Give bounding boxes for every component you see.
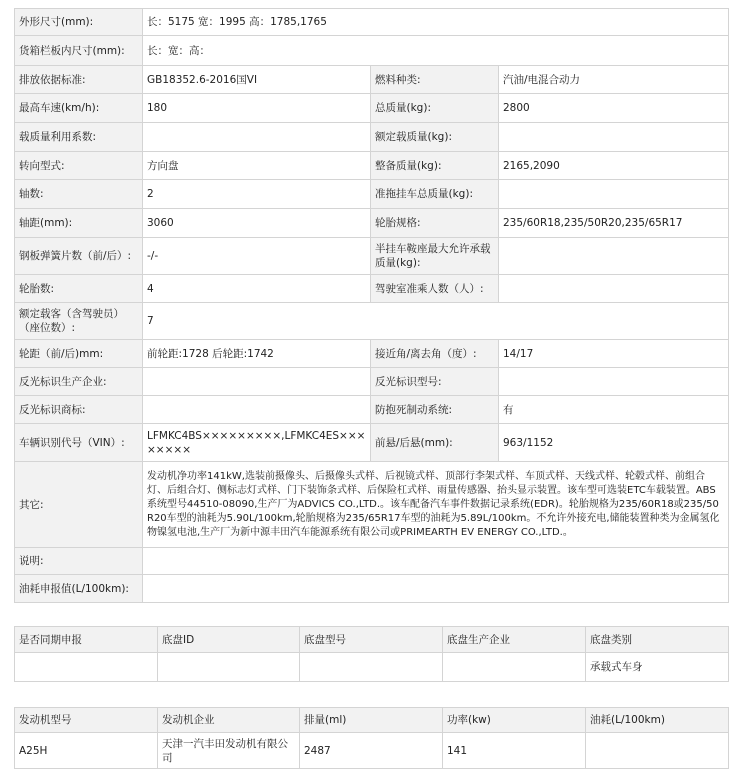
spec-row (15, 209, 729, 238)
reflect-model-value (499, 368, 729, 396)
table-cell: 承载式车身 (586, 653, 729, 682)
spec-row (15, 238, 729, 275)
trailer-label: 准拖挂车总质量(kg): (371, 180, 499, 209)
reflect-model-label: 反光标识型号: (371, 368, 499, 396)
dims-label: 外形尺寸(mm): (15, 9, 143, 36)
spec-row (15, 66, 729, 94)
steering-label: 转向型式: (15, 152, 143, 180)
saddle-label: 半挂车鞍座最大允许承载质量(kg): (371, 238, 499, 275)
gross-value: 2800 (499, 94, 729, 123)
column-header: 底盘类别 (586, 627, 729, 653)
other-label: 其它: (15, 462, 143, 548)
table-cell (300, 653, 443, 682)
cargo-value: 长：宽：高： (143, 36, 729, 66)
track-label: 轮距（前/后)mm: (15, 340, 143, 368)
reflect-brand-label: 反光标识商标: (15, 396, 143, 424)
axles-value: 2 (143, 180, 371, 209)
column-header: 功率(kw) (443, 708, 586, 733)
cab-label: 驾驶室准乘人数（人）: (371, 275, 499, 303)
trailer-value (499, 180, 729, 209)
table-cell (15, 653, 158, 682)
emission-label: 排放依据标准: (15, 66, 143, 94)
passengers-label: 额定载客（含驾驶员）（座位数）: (15, 303, 143, 340)
spec-row (15, 303, 729, 340)
table-cell (443, 653, 586, 682)
vehicle-spec-table (14, 8, 729, 603)
wheelbase-label: 轴距(mm): (15, 209, 143, 238)
column-header: 发动机企业 (158, 708, 300, 733)
spec-row (15, 396, 729, 424)
cargo-label: 货箱栏板内尺寸(mm): (15, 36, 143, 66)
load-util-label: 载质量利用系数: (15, 123, 143, 152)
track-value: 前轮距:1728 后轮距:1742 (143, 340, 371, 368)
column-header: 底盘生产企业 (443, 627, 586, 653)
spec-row (15, 275, 729, 303)
curb-value: 2165,2090 (499, 152, 729, 180)
abs-value: 有 (499, 396, 729, 424)
table-row (15, 653, 729, 682)
vin-label: 车辆识别代号（VIN）: (15, 424, 143, 462)
passengers-value: 7 (143, 303, 729, 340)
gross-label: 总质量(kg): (371, 94, 499, 123)
rated-load-label: 额定载质量(kg): (371, 123, 499, 152)
spec-row (15, 94, 729, 123)
column-header: 底盘ID (158, 627, 300, 653)
emission-value: GB18352.6-2016国VI (143, 66, 371, 94)
column-header: 发动机型号 (15, 708, 158, 733)
wheelbase-value: 3060 (143, 209, 371, 238)
note-label: 说明: (15, 548, 143, 575)
table-cell: A25H (15, 733, 158, 769)
spec-row (15, 180, 729, 209)
table-cell (158, 653, 300, 682)
spec-row (15, 152, 729, 180)
saddle-value (499, 238, 729, 275)
spec-row (15, 36, 729, 66)
angle-label: 接近角/离去角（度）: (371, 340, 499, 368)
curb-label: 整备质量(kg): (371, 152, 499, 180)
tire-spec-value: 235/60R18,235/50R20,235/65R17 (499, 209, 729, 238)
column-header: 底盘型号 (300, 627, 443, 653)
table-header-row (15, 627, 729, 653)
reflect-mfr-label: 反光标识生产企业: (15, 368, 143, 396)
spec-row (15, 462, 729, 548)
speed-label: 最高车速(km/h): (15, 94, 143, 123)
tires-label: 轮胎数: (15, 275, 143, 303)
table-header-row (15, 708, 729, 733)
fuel-cons-value (143, 575, 729, 603)
column-header: 排量(ml) (300, 708, 443, 733)
overhang-value: 963/1152 (499, 424, 729, 462)
spec-row (15, 548, 729, 575)
load-util-value (143, 123, 371, 152)
other-value: 发动机净功率141kW,选装前摄像头、后摄像头式样、后视镜式样、顶部行李架式样、车顶式样、天线式样、轮毂式样、前组合灯、后组合灯、侧标志灯式样、门下装饰条式样、后保险杠式样、雨量传感器、抬头显示装置。该车型可选装ETC车载装置。ABS系统型号44510-08090,生产厂为ADVICS CO.,LTD.。该车配备汽车事件数据记录系统(EDR)。轮胎规格为235/60R18或235/50R20车型的油耗为5.90L/100km,轮胎规格为235/65R17车型的油耗为5.89L/100km。不允许外接充电,储能装置种类为金属氢化物镍氢电池,生产厂为新中源丰田汽车能源系统有限公司或PRIMEARTH EV ENERGY CO.,LTD.。 (143, 462, 729, 548)
column-header: 是否同期申报 (15, 627, 158, 653)
chassis-table (14, 626, 729, 682)
axles-label: 轴数: (15, 180, 143, 209)
engine-table (14, 707, 729, 769)
fuel-cons-label: 油耗申报值(L/100km): (15, 575, 143, 603)
fuel-value: 汽油/电混合动力 (499, 66, 729, 94)
cab-value (499, 275, 729, 303)
spec-row (15, 123, 729, 152)
reflect-brand-value (143, 396, 371, 424)
vin-value: LFMKC4BS×××××××××,LFMKC4ES×××××××× (143, 424, 371, 462)
overhang-label: 前悬/后悬(mm): (371, 424, 499, 462)
note-value (143, 548, 729, 575)
spec-row (15, 340, 729, 368)
spec-row (15, 9, 729, 36)
spring-value: -/- (143, 238, 371, 275)
fuel-label: 燃料种类: (371, 66, 499, 94)
spring-label: 钢板弹簧片数（前/后）: (15, 238, 143, 275)
spec-row (15, 368, 729, 396)
speed-value: 180 (143, 94, 371, 123)
table-row (15, 733, 729, 769)
spec-row (15, 575, 729, 603)
tire-spec-label: 轮胎规格: (371, 209, 499, 238)
reflect-mfr-value (143, 368, 371, 396)
angle-value: 14/17 (499, 340, 729, 368)
table-cell: 2487 (300, 733, 443, 769)
tires-value: 4 (143, 275, 371, 303)
spec-row (15, 424, 729, 462)
abs-label: 防抱死制动系统: (371, 396, 499, 424)
column-header: 油耗(L/100km) (586, 708, 729, 733)
dims-value: 长：5175 宽：1995 高：1785,1765 (143, 9, 729, 36)
rated-load-value (499, 123, 729, 152)
steering-value: 方向盘 (143, 152, 371, 180)
table-cell: 141 (443, 733, 586, 769)
table-cell: 天津一汽丰田发动机有限公司 (158, 733, 300, 769)
table-cell (586, 733, 729, 769)
